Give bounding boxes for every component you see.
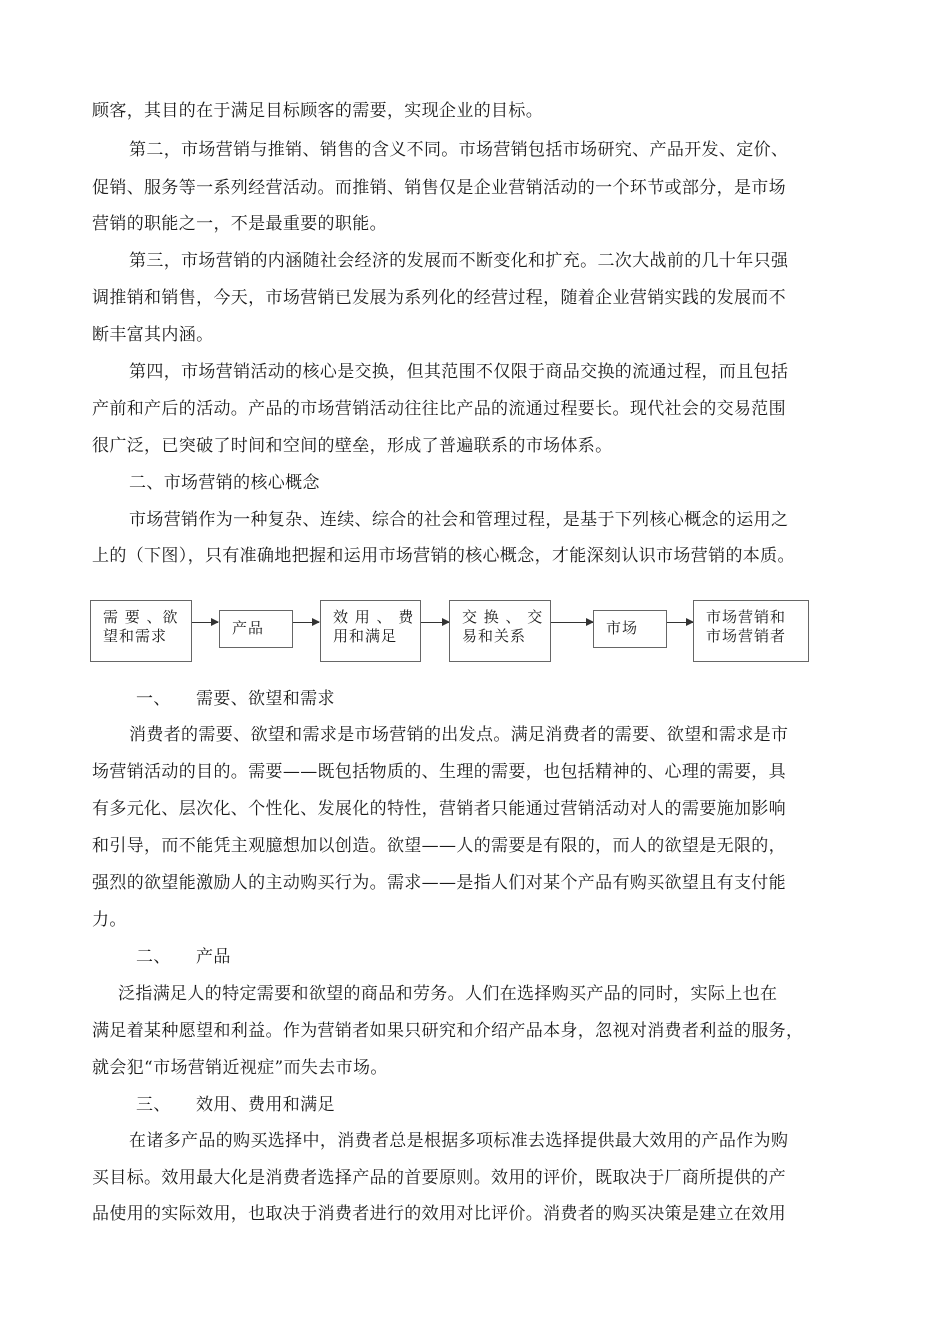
flow-box-market bbox=[593, 610, 667, 648]
paragraph-line: 产前和产后的活动。产品的市场营销活动往往比产品的流通过程要长。现代社会的交易范围 bbox=[92, 399, 786, 419]
paragraph-line: 营销的职能之一，不是最重要的职能。 bbox=[92, 214, 387, 234]
flow-box-text: 望和需求 bbox=[103, 627, 168, 645]
paragraph-line: 断丰富其内涵。 bbox=[92, 325, 214, 345]
flow-box-text: 效 用 、 费 bbox=[333, 608, 415, 626]
subsection-number: 二、 bbox=[136, 947, 171, 967]
paragraph-line: 市场营销作为一种复杂、连续、综合的社会和管理过程，是基于下列核心概念的运用之 bbox=[129, 510, 789, 530]
paragraph-line: 促销、服务等一系列经营活动。而推销、销售仅是企业营销活动的一个环节或部分，是市场 bbox=[92, 178, 786, 198]
paragraph-line: 强烈的欲望能激励人的主动购买行为。需求——是指人们对某个产品有购买欲望且有支付能 bbox=[92, 873, 786, 893]
arrow-right-icon bbox=[667, 622, 693, 623]
paragraph-line: 顾客，其目的在于满足目标顾客的需要，实现企业的目标。 bbox=[92, 101, 544, 121]
paragraph-line: 调推销和销售，今天，市场营销已发展为系列化的经营过程，随着企业营销实践的发展而不 bbox=[92, 288, 786, 308]
paragraph-line: 满足着某种愿望和利益。作为营销者如果只研究和介绍产品本身，忽视对消费者利益的服务， bbox=[92, 1021, 804, 1041]
paragraph-line: 上的（下图），只有准确地把握和运用市场营销的核心概念，才能深刻认识市场营销的本质。 bbox=[92, 546, 795, 566]
core-concepts-flow-diagram bbox=[88, 598, 813, 668]
flow-box-text: 产品 bbox=[232, 619, 265, 637]
paragraph-line: 力。 bbox=[92, 910, 127, 930]
paragraph-line: 很广泛，已突破了时间和空间的壁垒，形成了普遍联系的市场体系。 bbox=[92, 436, 613, 456]
flow-box-utility bbox=[320, 600, 421, 662]
paragraph-line: 第二，市场营销与推销、销售的含义不同。市场营销包括市场研究、产品开发、定价、 bbox=[129, 140, 789, 160]
section-heading: 二、市场营销的核心概念 bbox=[129, 473, 320, 493]
flow-box-text: 易和关系 bbox=[462, 627, 527, 645]
paragraph-line: 消费者的需要、欲望和需求是市场营销的出发点。满足消费者的需要、欲望和需求是市 bbox=[129, 725, 789, 745]
paragraph-line: 第四，市场营销活动的核心是交换，但其范围不仅限于商品交换的流通过程，而且包括 bbox=[129, 362, 789, 382]
arrow-right-icon bbox=[421, 622, 449, 623]
paragraph-line: 有多元化、层次化、个性化、发展化的特性，营销者只能通过营销活动对人的需要施加影响 bbox=[92, 799, 786, 819]
flow-box-needs bbox=[90, 600, 192, 662]
arrow-right-icon bbox=[192, 622, 218, 623]
paragraph-line: 和引导，而不能凭主观臆想加以创造。欲望——人的需要是有限的，而人的欲望是无限的， bbox=[92, 836, 786, 856]
flow-box-text: 用和满足 bbox=[333, 627, 398, 645]
flow-box-text: 市场营销和 bbox=[706, 608, 787, 626]
subsection-number: 三、 bbox=[136, 1095, 171, 1115]
subsection-title: 效用、费用和满足 bbox=[196, 1095, 335, 1115]
paragraph-line: 买目标。效用最大化是消费者选择产品的首要原则。效用的评价，既取决于厂商所提供的产 bbox=[92, 1168, 786, 1188]
subsection-heading bbox=[136, 946, 906, 968]
subsection-heading bbox=[136, 688, 906, 710]
flow-box-text: 市场 bbox=[606, 619, 639, 637]
flow-box-marketers bbox=[693, 600, 809, 662]
paragraph-line: 泛指满足人的特定需要和欲望的商品和劳务。人们在选择购买产品的同时，实际上也在 bbox=[118, 984, 778, 1004]
flow-box-text: 需 要 、欲 bbox=[103, 608, 179, 626]
paragraph-line: 在诸多产品的购买选择中，消费者总是根据多项标准去选择提供最大效用的产品作为购 bbox=[129, 1131, 789, 1151]
flow-box-product bbox=[219, 610, 293, 648]
flow-box-text: 交 换 、 交 bbox=[462, 608, 544, 626]
subsection-number: 一、 bbox=[136, 689, 171, 709]
paragraph-line: 品使用的实际效用，也取决于消费者进行的效用对比评价。消费者的购买决策是建立在效用 bbox=[92, 1204, 786, 1224]
flow-box-text: 市场营销者 bbox=[706, 627, 787, 645]
subsection-heading bbox=[136, 1094, 906, 1116]
arrow-right-icon bbox=[293, 622, 319, 623]
paragraph-line: 就会犯“市场营销近视症”而失去市场。 bbox=[92, 1058, 388, 1078]
subsection-title: 产品 bbox=[196, 947, 231, 967]
arrow-right-icon bbox=[551, 622, 593, 623]
subsection-title: 需要、欲望和需求 bbox=[196, 689, 335, 709]
paragraph-line: 场营销活动的目的。需要——既包括物质的、生理的需要，也包括精神的、心理的需要，具 bbox=[92, 762, 786, 782]
flow-box-exchange bbox=[449, 600, 551, 662]
paragraph-line: 第三，市场营销的内涵随社会经济的发展而不断变化和扩充。二次大战前的几十年只强 bbox=[129, 251, 789, 271]
